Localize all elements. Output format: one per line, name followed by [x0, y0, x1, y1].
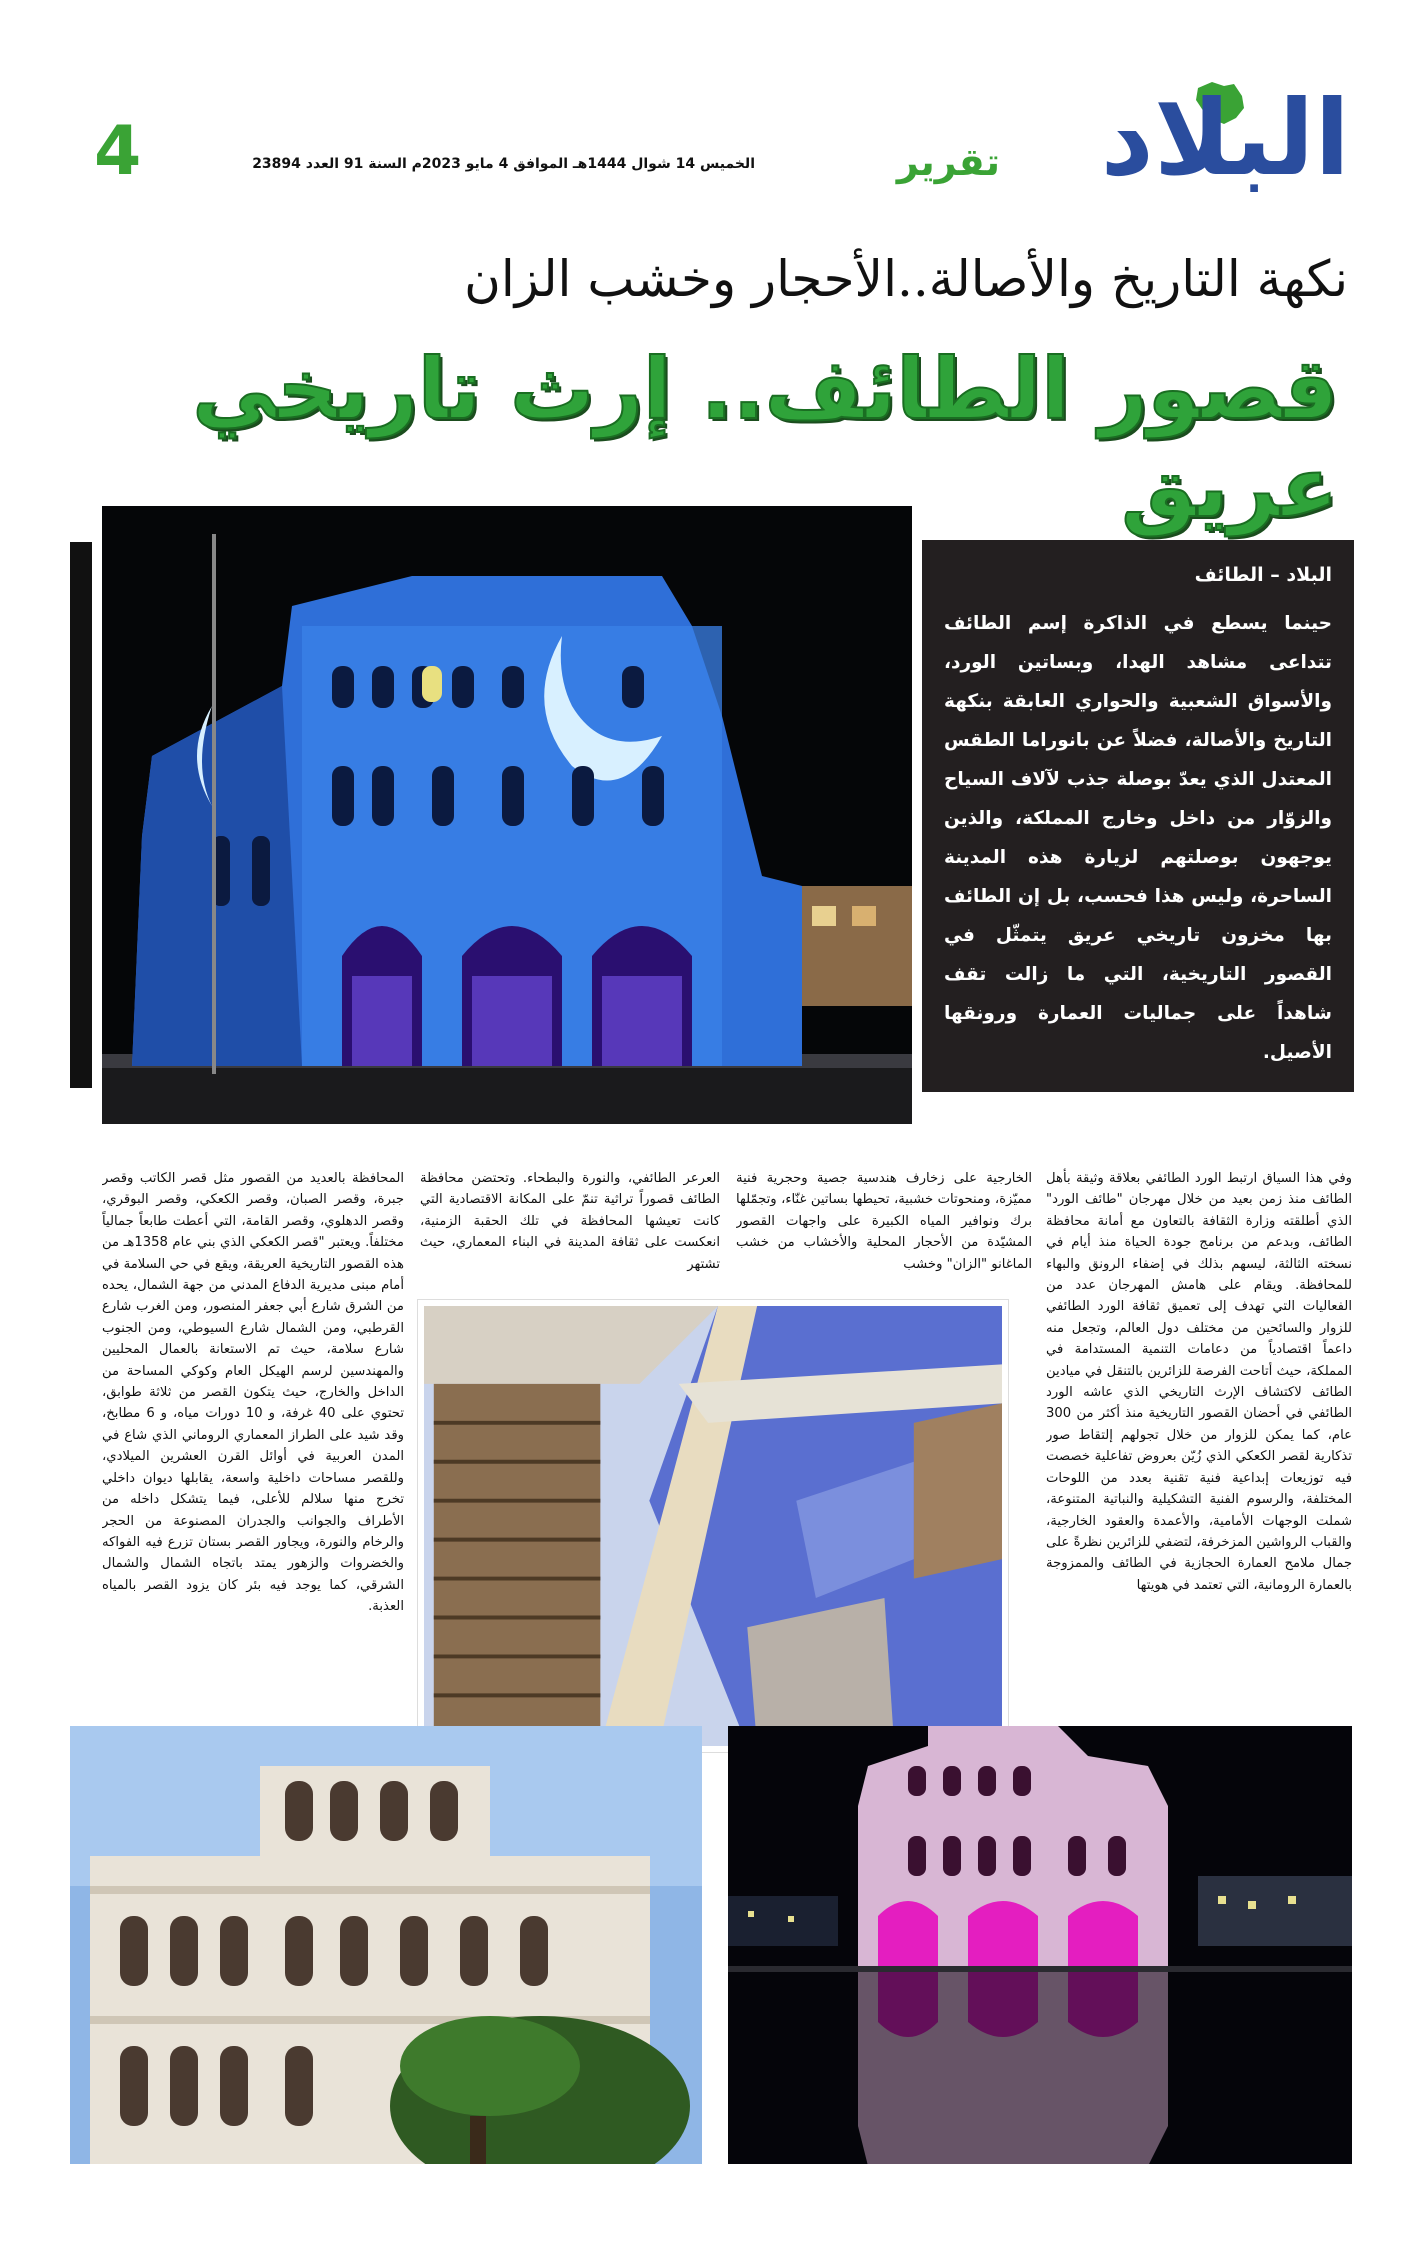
section-label: تقرير — [896, 140, 1000, 184]
newspaper-logo — [1100, 77, 1350, 199]
article-column-3: العرعر الطائفي، والنورة والبطحاء. وتحتضن محافظة الطائف قصوراً تراثية تنمّ على المكانة الاقتصادية التي كانت تعيشها المحافظة في تلك الحقبة الزمنية، انعكست على ثقافة المدينة في البناء المعماري، حيث تشتهر — [420, 1171, 720, 1272]
photo-palace-daytime — [70, 1726, 702, 2164]
issue-date-line: الخميس 14 شوال 1444هـ الموافق 4 مايو 2023م السنة 91 العدد 23894 — [252, 156, 755, 172]
photo-illuminated-palace — [102, 506, 912, 1124]
article-column-1: وفي هذا السياق ارتبط الورد الطائفي بعلاقة وثيقة بأهل الطائف منذ زمن بعيد من خلال مهرجان "طائف الورد" الذي أطلقته وزارة الثقافة بالتعاون مع أمانة محافظة الطائف، وبدعم من برنامج جودة الحياة منذ أيام في نسخته الثالثة، ليسهم بذلك في إضفاء الرونق والبهاء للمحافظة. ويقام على هامش المهرجان عدد من الفعاليات التي تهدف إلى تعميق ثقافة الورد الطائفي للزوار والسائحين من مختلف دول العالم، وتجعل منه داعماً اقتصادياً من دعامات التنمية المستدامة في المملكة، حيث أتاحت الفرصة للزائرين بالتنقل في ميادين الطائف لاكتشاف الإرث التاريخي الذي عاشه الورد الطائفي في أحضان القصور التاريخية منذ أكثر من 300 عام، كما يمكن للزوار من خلال تجولهم إلتقاط صور تذكارية لقصر الكعكي الذي زُيّن بعروض تفاعلية خصصت فيه توزيعات إبداعية فنية تقنية بعدد من اللوحات المختلفة، والرسوم الفنية التشكيلية والنباتية المتنوعة، شملت الوجهات الأمامية، والأعمدة والعقود الخارجية، والقباب الرواشين المزخرفة، لتضفي للزائرين نظرةً على جمال ملامح العمارة الحجازية في الطائف والممزوجة بالعمارة الرومانية، التي تعتمد في هويتها — [1046, 1171, 1352, 1593]
lead-box — [922, 540, 1354, 1092]
lead-paragraph: حينما يسطع في الذاكرة إسم الطائف تتداعى مشاهد الهدا، وبساتين الورد، والأسواق الشعبية والحواري العابقة بنكهة التاريخ والأصالة، فضلاً عن بانوراما الطقس المعتدل الذي يعدّ بوصلة جذب لآلاف السياح والزوّار من داخل وخارج المملكة، والذين يوجهون بوصلتهم لزيارة هذه المدينة الساحرة، وليس هذا فحسب، بل إن الطائف بها مخزون تاريخي عريق يتمثّل في القصور التاريخية، التي ما زالت تقف شاهداً على جماليات العمارة ورونقها الأصيل. — [944, 613, 1332, 1063]
page-number: 4 — [94, 112, 142, 191]
photo-palace-light-show — [728, 1726, 1352, 2164]
photo-palace-interior — [418, 1300, 1008, 1752]
logo-text: البلاد — [1100, 77, 1350, 199]
decorative-rule — [70, 542, 92, 1088]
article-column-4: المحافظة بالعديد من القصور مثل قصر الكاتب وقصر جبرة، وقصر الصبان، وقصر الكعكي، وقصر البوقري، وقصر الدهلوي، وقصر القامة، التي أعطت طابعاً جمالياً مختلفاً. ويعتبر "قصر الكعكي الذي بني عام 1358هـ من هذه القصور التاريخية العريقة، ويقع في حي السلامة في أمام مبنى مديرية الدفاع المدني من جهة الشمال، يحده من الشرق شارع أبي جعفر المنصور، ومن الغرب شارع القرطبي، ومن الشمال شارع السيوطي، ومن الجنوب شارع سلامة، حيث تم الاستعانة بالعمال المحليين والمهندسين لرسم الهيكل العام وكوكي المساحة من الداخل والخارج، حيث يتكون القصر من ثلاثة طوابق، تحتوي على 40 غرفة، و 10 دورات مياه، و 6 مطابخ، وقد شيد على الطراز المعماري الروماني الذي شاع في المدن العربية في أوائل القرن العشرين الميلادي، وللقصر مساحات داخلية واسعة، يقابلها ديوان داخلي تخرج منها سلالم للأعلى، فيما يتشكل داخله من الأطراف والجوانب والجدران المصنوعة من الحجر والرخام والنورة، ويجاور القصر بستان تزرع فيه الفواكه والخضروات والزهور يمتد باتجاه الشمال والشمال الشرقي، كما يوجد فيه بئر كان يزود القصر بالمياه العذبة. — [102, 1171, 404, 1615]
byline: البلاد – الطائف — [1194, 564, 1332, 586]
article-column-2: الخارجية على زخارف هندسية جصية وحجرية فنية مميّزة، ومنحوتات خشبية، تحيطها بساتين غنّاء، وتجمّلها برك ونوافير المياه الكبيرة على واجهات القصور المشيّدة من الأحجار المحلية والأخشاب من خشب الماغانو "الزان" وخشب — [736, 1171, 1032, 1272]
main-headline: قصور الطائف.. إرث تاريخي عريق — [192, 340, 1338, 536]
kicker-title: نكهة التاريخ والأصالة..الأحجار وخشب الزان — [464, 250, 1348, 308]
